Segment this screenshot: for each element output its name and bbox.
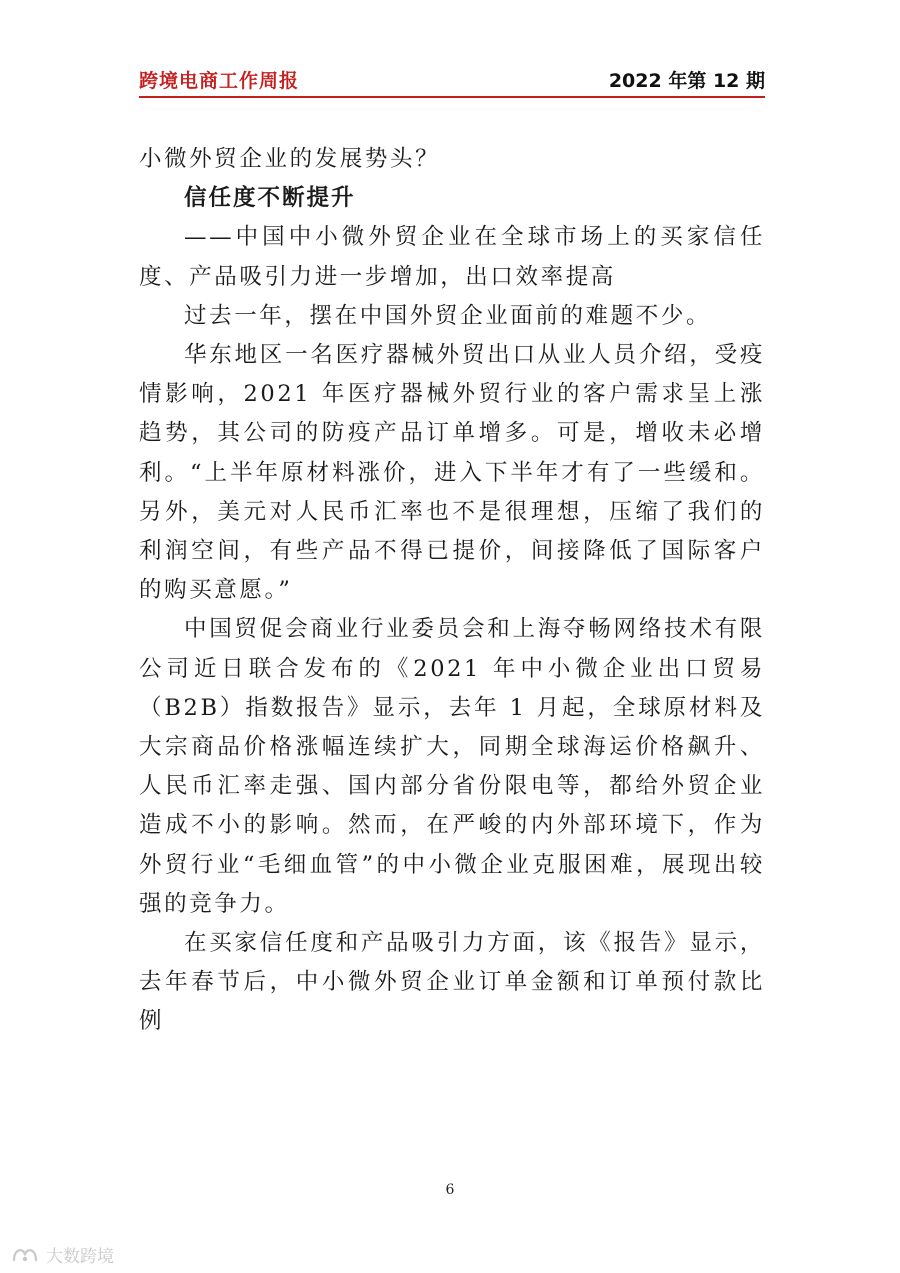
- page-number: 6: [445, 1182, 455, 1198]
- section-heading: 信任度不断提升: [184, 185, 356, 212]
- paragraph: 中国贸促会商业行业委员会和上海夺畅网络技术有限公司近日联合发布的《2021 年中小微企业出口贸易（B2B）指数报告》显示，去年 1 月起，全球原材料及大宗商品价格涨幅连续扩大，同期全球海运价格飙升、人民币汇率走强、国内部分省份限电等，都给外贸企业造成不小的影响。然而，在严峻的内外部环境下，作为外贸行业“毛细血管”的中小微企业克服困难，展现出较强的竞争力。: [139, 616, 765, 917]
- paragraph: 过去一年，摆在中国外贸企业面前的难题不少。: [184, 302, 712, 329]
- publication-title: 跨境电商工作周报: [139, 70, 300, 92]
- issue-number: 2022 年第 12 期: [608, 70, 765, 92]
- article-body: [139, 140, 765, 1042]
- brand-logo-icon: [10, 1244, 40, 1264]
- watermark: [10, 1242, 114, 1266]
- section-subheading: ——中国中小微外贸企业在全球市场上的买家信任度、产品吸引力进一步增加，出口效率提高: [139, 224, 765, 290]
- page-header: [139, 64, 765, 98]
- paragraph-continuation: 小微外贸企业的发展势头？: [139, 146, 441, 172]
- watermark-text: 大数跨境: [46, 1246, 114, 1267]
- paragraph: 在买家信任度和产品吸引力方面，该《报告》显示，去年春节后，中小微外贸企业订单金额和订单预付款比例: [139, 930, 765, 1035]
- paragraph: 华东地区一名医疗器械外贸出口从业人员介绍，受疫情影响，2021 年医疗器械外贸行业的客户需求呈上涨趋势，其公司的防疫产品订单增多。可是，增收未必增利。“上半年原材料涨价，进入下半年才有了一些缓和。另外，美元对人民币汇率也不是很理想，压缩了我们的利润空间，有些产品不得已提价，间接降低了国际客户的购买意愿。”: [139, 342, 765, 604]
